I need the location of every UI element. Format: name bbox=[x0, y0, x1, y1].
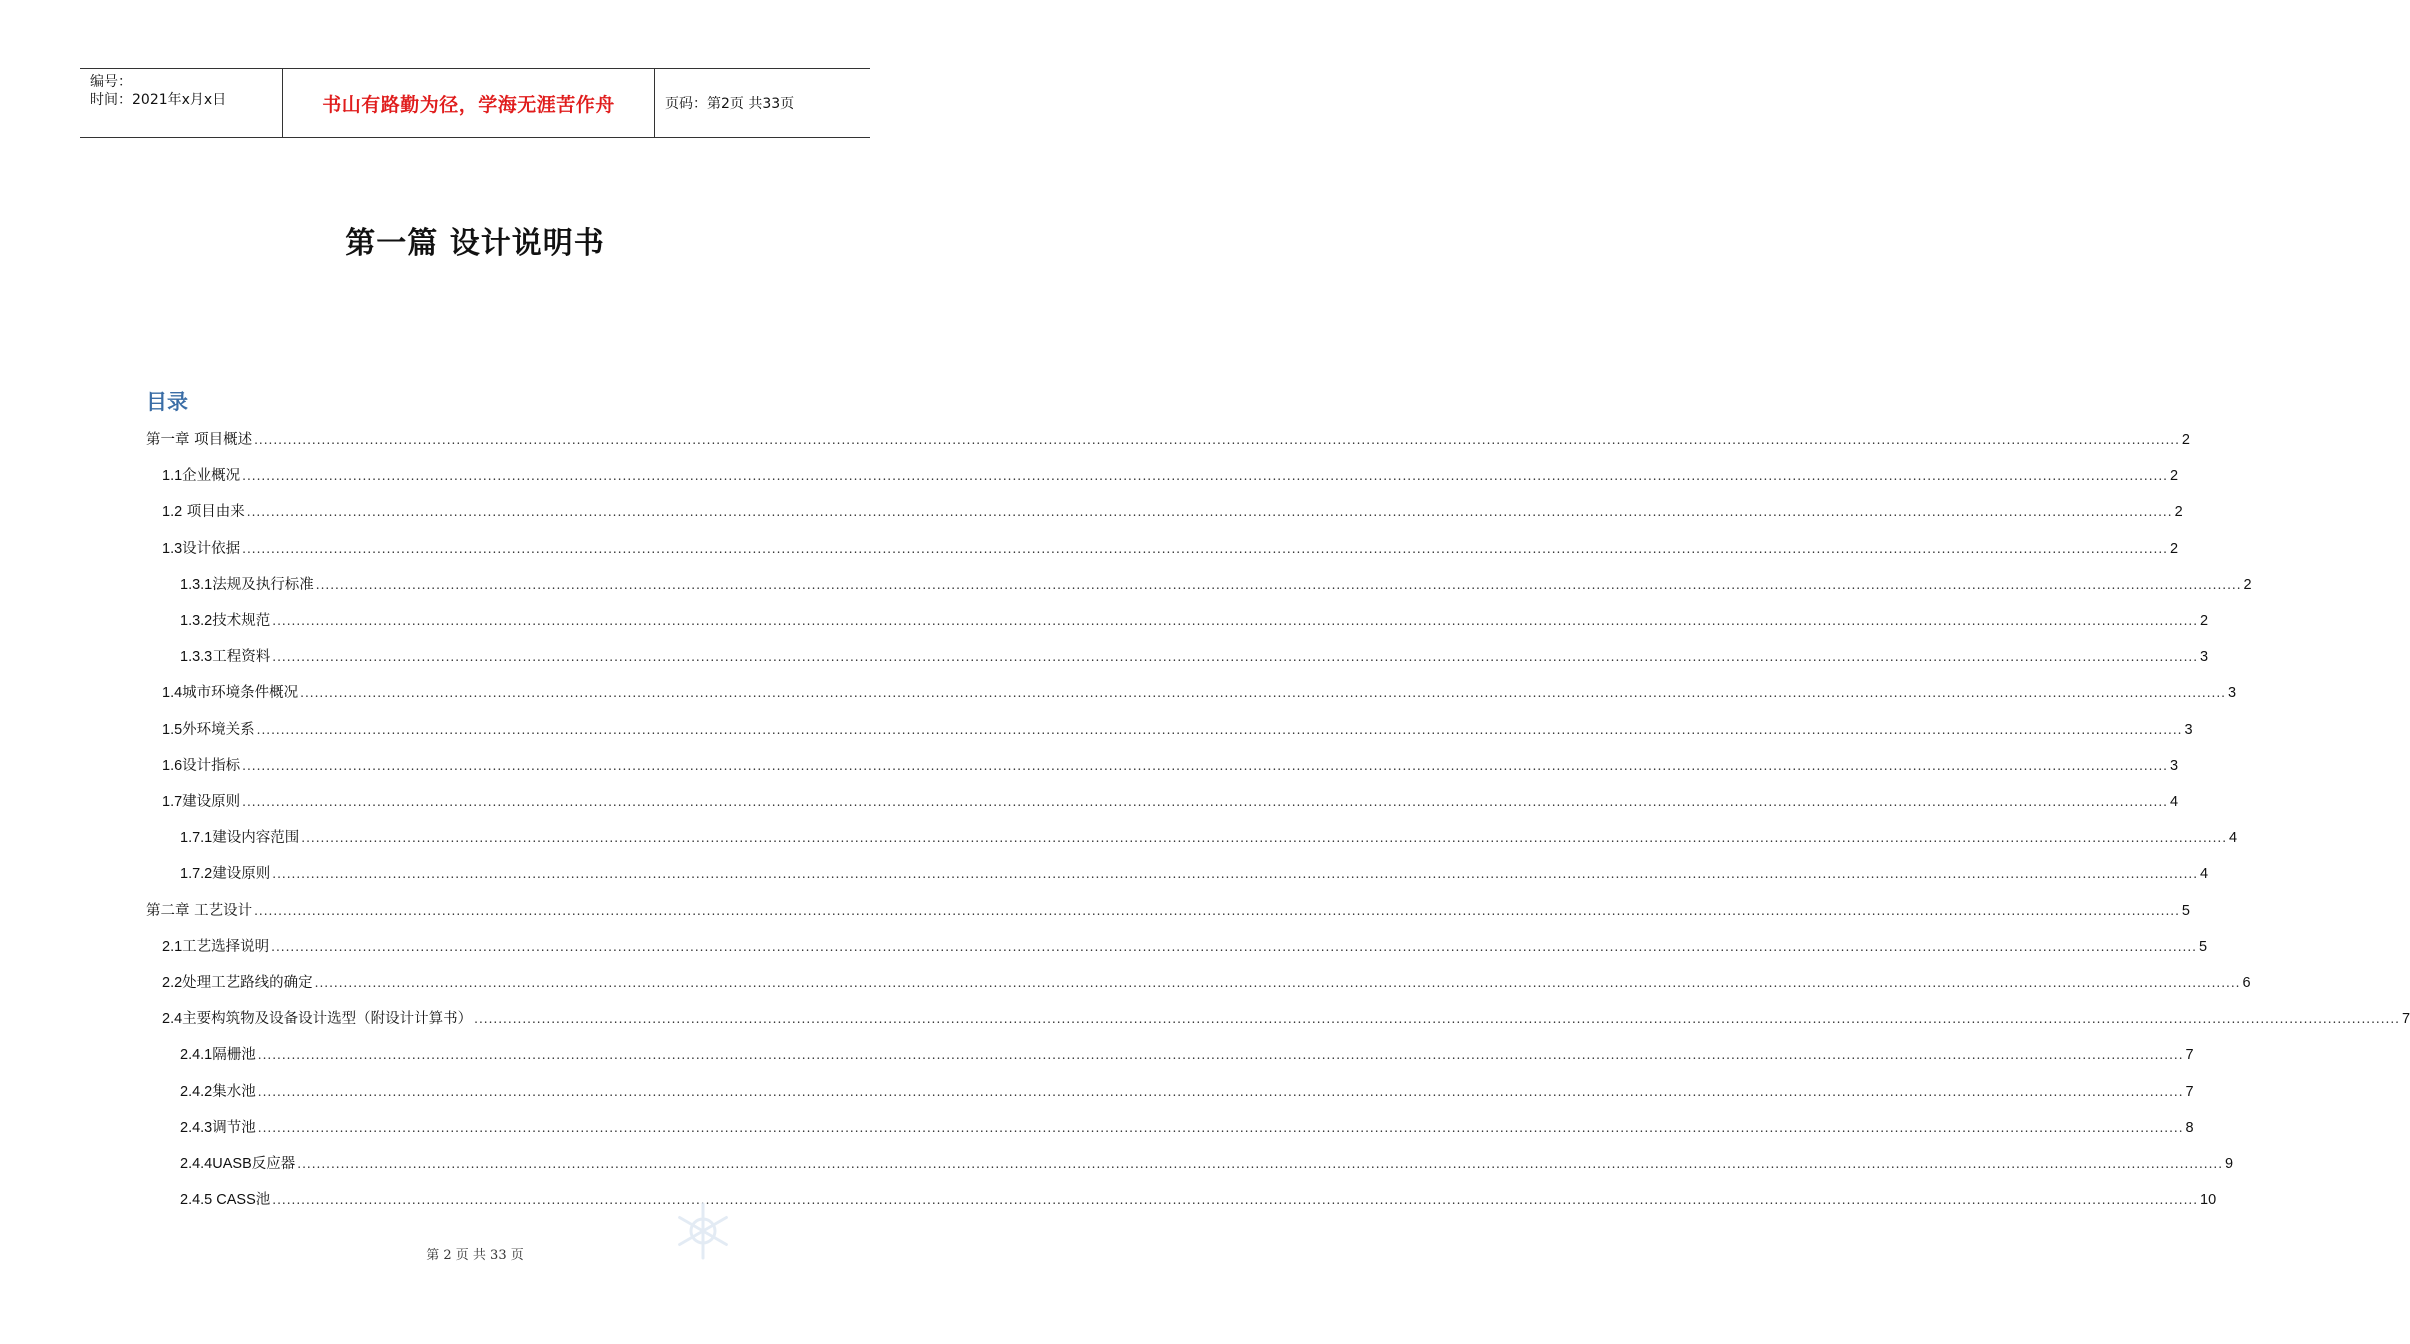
toc-entry-label: 建设原则 bbox=[212, 866, 271, 883]
toc-entry-number: 1.2 bbox=[162, 504, 183, 521]
toc-entry-label: 技术规范 bbox=[212, 613, 271, 629]
toc-entry-number: 1.1 bbox=[162, 468, 183, 485]
toc-entry-page-number: 5 bbox=[2181, 902, 2190, 919]
toc-entry-label: 企业概况 bbox=[182, 468, 241, 485]
toc-entry[interactable] bbox=[162, 1001, 2410, 1037]
toc-entry-label: 设计依据 bbox=[182, 540, 241, 557]
toc-dot-leader: ................................................................................................................................................................................................................................................................................................................................................................................................................ bbox=[272, 867, 2199, 882]
toc-entry[interactable] bbox=[180, 820, 2238, 856]
toc-entry[interactable] bbox=[180, 1037, 2194, 1073]
snowflake-watermark-icon bbox=[672, 1200, 734, 1262]
header-meta bbox=[80, 69, 282, 137]
toc-entry-number: 1.3.1 bbox=[180, 576, 213, 593]
toc-entry-label: 法规及执行标准 bbox=[212, 576, 314, 593]
toc-entry-title bbox=[146, 893, 252, 929]
header-motto: 书山有路勤为径，学海无涯苦作舟 bbox=[282, 69, 655, 137]
toc-entry-title bbox=[146, 422, 252, 458]
toc-entry-label: 第一章 项目概述 bbox=[146, 432, 253, 448]
toc-entry-page-number: 3 bbox=[2184, 721, 2193, 738]
toc-entry[interactable] bbox=[162, 784, 2179, 820]
toc-entry[interactable] bbox=[180, 856, 2209, 892]
toc-entry-page-number: 9 bbox=[2225, 1156, 2234, 1172]
toc-entry[interactable] bbox=[162, 965, 2251, 1001]
toc-dot-leader: ................................................................................................................................................................................................................................................................................................................................................................................................................ bbox=[257, 1048, 2184, 1063]
toc-entry-label: 隔栅池 bbox=[212, 1047, 256, 1064]
toc-dot-leader: ................................................................................................................................................................................................................................................................................................................................................................................................................ bbox=[314, 976, 2241, 990]
toc-dot-leader: ................................................................................................................................................................................................................................................................................................................................................................................................................ bbox=[257, 1084, 2184, 1099]
toc-entry-label: 反应器 bbox=[251, 1156, 296, 1172]
toc-entry-number: 2.1 bbox=[162, 938, 183, 955]
toc-entry-page-number: 2 bbox=[2200, 613, 2209, 629]
toc-dot-leader: ................................................................................................................................................................................................................................................................................................................................................................................................................ bbox=[272, 614, 2199, 628]
toc-entry-label: 项目由来 bbox=[182, 504, 245, 521]
toc-dot-leader: ................................................................................................................................................................................................................................................................................................................................................................................................................ bbox=[271, 939, 2197, 954]
toc-entry-page-number: 6 bbox=[2242, 975, 2251, 991]
toc-entry-number: 2.4.2 bbox=[180, 1083, 213, 1100]
toc-dot-leader: ................................................................................................................................................................................................................................................................................................................................................................................................................ bbox=[246, 505, 2173, 520]
toc-entry-label: 城市环境条件概况 bbox=[182, 685, 299, 702]
toc-entry[interactable] bbox=[162, 458, 2179, 494]
toc-entry-title bbox=[162, 965, 313, 1001]
toc-entry-number: 1.4 bbox=[162, 685, 183, 702]
page-footer: 第 2 页 共 33 页 bbox=[426, 1248, 524, 1263]
toc-entry-title bbox=[162, 712, 255, 748]
toc-entry-title bbox=[180, 1110, 256, 1146]
toc-entry-title bbox=[180, 1037, 256, 1073]
document-number-label: 编号： bbox=[90, 74, 132, 90]
toc-dot-leader: ................................................................................................................................................................................................................................................................................................................................................................................................................ bbox=[242, 469, 2168, 484]
toc-entry-page-number: 2 bbox=[2174, 504, 2183, 521]
toc-dot-leader: ................................................................................................................................................................................................................................................................................................................................................................................................................ bbox=[474, 1012, 2400, 1027]
toc-entry-number: 1.7.1 bbox=[180, 830, 213, 847]
toc-entry-page-number: 2 bbox=[2169, 540, 2179, 557]
toc-dot-leader: ................................................................................................................................................................................................................................................................................................................................................................................................................ bbox=[256, 722, 2183, 737]
toc-entry-page-number: 3 bbox=[2169, 757, 2179, 774]
toc-entry-title bbox=[162, 531, 240, 567]
toc-entry-title bbox=[162, 748, 240, 784]
toc-heading: 目录 bbox=[146, 390, 188, 414]
toc-dot-leader: ................................................................................................................................................................................................................................................................................................................................................................................................................ bbox=[272, 1193, 2199, 1208]
toc-entry-label: 设计指标 bbox=[182, 757, 241, 774]
toc-entry-number: 1.3 bbox=[162, 540, 183, 557]
toc-entry[interactable] bbox=[162, 675, 2237, 711]
toc-entry-label: 集水池 bbox=[212, 1083, 256, 1100]
toc-entry-page-number: 8 bbox=[2185, 1119, 2194, 1136]
toc-entry-title bbox=[162, 929, 269, 965]
toc-dot-leader: ................................................................................................................................................................................................................................................................................................................................................................................................................ bbox=[301, 831, 2228, 846]
toc-dot-leader: ................................................................................................................................................................................................................................................................................................................................................................................................................ bbox=[242, 758, 2168, 773]
toc-dot-leader: ................................................................................................................................................................................................................................................................................................................................................................................................................ bbox=[254, 433, 2180, 447]
document-date: 时间：2021年x月x日 bbox=[90, 92, 227, 108]
toc-entry-title bbox=[180, 1182, 270, 1218]
toc-entry-page-number: 2 bbox=[2181, 432, 2190, 448]
toc-entry-label: 处理工艺路线的确定 bbox=[182, 975, 313, 991]
toc-entry-number: 1.6 bbox=[162, 757, 183, 774]
toc-entry-title bbox=[180, 567, 314, 603]
toc-entry-number: 2.4.3 bbox=[180, 1119, 213, 1136]
toc-entry[interactable] bbox=[180, 639, 2209, 675]
toc-entry-number: 2.2 bbox=[162, 975, 183, 991]
toc-entry-number: 1.5 bbox=[162, 721, 183, 738]
toc-entry-label: 调节池 bbox=[212, 1119, 256, 1136]
toc-entry[interactable] bbox=[162, 494, 2183, 530]
header-table bbox=[80, 68, 870, 138]
toc-entry-page-number: 2 bbox=[2243, 576, 2252, 593]
toc-entry-number: 2.4 bbox=[162, 1011, 183, 1028]
toc-dot-leader: ................................................................................................................................................................................................................................................................................................................................................................................................................ bbox=[272, 650, 2199, 665]
toc-entry-title bbox=[162, 784, 240, 820]
toc-entry-number: 2.4.1 bbox=[180, 1047, 213, 1064]
toc-entry-page-number: 3 bbox=[2200, 649, 2209, 666]
toc-dot-leader: ................................................................................................................................................................................................................................................................................................................................................................................................................ bbox=[300, 686, 2226, 701]
toc-entry-number: 2.4.4UASB bbox=[180, 1156, 252, 1172]
toc-entry-number: 1.7 bbox=[162, 794, 183, 810]
toc-entry-title bbox=[162, 458, 240, 494]
toc-entry-label: 建设原则 bbox=[182, 794, 241, 810]
toc-entry-title bbox=[162, 1001, 472, 1037]
toc-entry-title bbox=[180, 820, 299, 856]
toc-entry[interactable] bbox=[162, 531, 2179, 567]
toc-entry[interactable] bbox=[162, 712, 2193, 748]
toc-entry-page-number: 5 bbox=[2198, 938, 2208, 955]
toc-entry-label: 第二章 工艺设计 bbox=[146, 902, 253, 919]
toc-entry-page-number: 7 bbox=[2185, 1047, 2194, 1064]
toc-entry-label: 工程资料 bbox=[212, 649, 271, 666]
toc-dot-leader: ................................................................................................................................................................................................................................................................................................................................................................................................................ bbox=[257, 1120, 2184, 1135]
toc-entry[interactable] bbox=[180, 1110, 2194, 1146]
toc-entry-title bbox=[162, 675, 298, 711]
toc-entry-label: 工艺选择说明 bbox=[182, 938, 270, 955]
toc-entry-number: 1.3.3 bbox=[180, 649, 213, 666]
toc-entry-page-number: 4 bbox=[2229, 830, 2238, 847]
toc-dot-leader: ................................................................................................................................................................................................................................................................................................................................................................................................................ bbox=[242, 541, 2168, 556]
toc-entry-page-number: 7 bbox=[2185, 1083, 2194, 1100]
toc-entry[interactable] bbox=[180, 567, 2252, 603]
toc-entry-title bbox=[180, 1146, 295, 1182]
toc-entry-page-number: 10 bbox=[2200, 1192, 2217, 1209]
toc-entry-page-number: 4 bbox=[2169, 794, 2179, 810]
toc-entry[interactable] bbox=[180, 603, 2209, 639]
toc-entry-page-number: 7 bbox=[2401, 1011, 2410, 1028]
toc-entry-label: 外环境关系 bbox=[182, 721, 255, 738]
toc-entry-number: 2.4.5 CASS bbox=[180, 1192, 256, 1209]
toc-entry[interactable] bbox=[162, 748, 2179, 784]
toc-entry[interactable] bbox=[180, 1146, 2234, 1182]
toc-entry-label: 池 bbox=[255, 1192, 271, 1209]
toc-dot-leader: ................................................................................................................................................................................................................................................................................................................................................................................................................ bbox=[297, 1157, 2224, 1171]
toc-entry-title bbox=[180, 639, 270, 675]
toc-entry-title bbox=[180, 603, 270, 639]
toc-entry[interactable] bbox=[146, 422, 2190, 458]
toc-dot-leader: ................................................................................................................................................................................................................................................................................................................................................................................................................ bbox=[254, 903, 2180, 918]
toc-entry[interactable] bbox=[180, 1074, 2194, 1110]
toc-entry-page-number: 3 bbox=[2227, 685, 2237, 702]
toc-dot-leader: ................................................................................................................................................................................................................................................................................................................................................................................................................ bbox=[315, 577, 2242, 592]
toc-entry[interactable] bbox=[146, 893, 2190, 929]
toc-entry-page-number: 4 bbox=[2200, 866, 2209, 883]
toc-entry-label: 主要构筑物及设备设计选型（附设计计算书） bbox=[182, 1011, 473, 1028]
header-page-info: 页码：第2页 共33页 bbox=[665, 96, 795, 112]
toc-dot-leader: ................................................................................................................................................................................................................................................................................................................................................................................................................ bbox=[242, 795, 2168, 809]
toc-entry-title bbox=[180, 856, 270, 892]
toc-entry-title bbox=[180, 1074, 256, 1110]
toc-entry-number: 1.3.2 bbox=[180, 613, 213, 629]
toc-entry-number: 1.7.2 bbox=[180, 866, 213, 883]
toc-entry-label: 建设内容范围 bbox=[212, 830, 300, 847]
toc-entry-title bbox=[162, 494, 245, 530]
page-title: 第一篇 设计说明书 bbox=[345, 226, 605, 261]
toc-entry-page-number: 2 bbox=[2169, 468, 2179, 485]
toc-entry[interactable] bbox=[162, 929, 2208, 965]
